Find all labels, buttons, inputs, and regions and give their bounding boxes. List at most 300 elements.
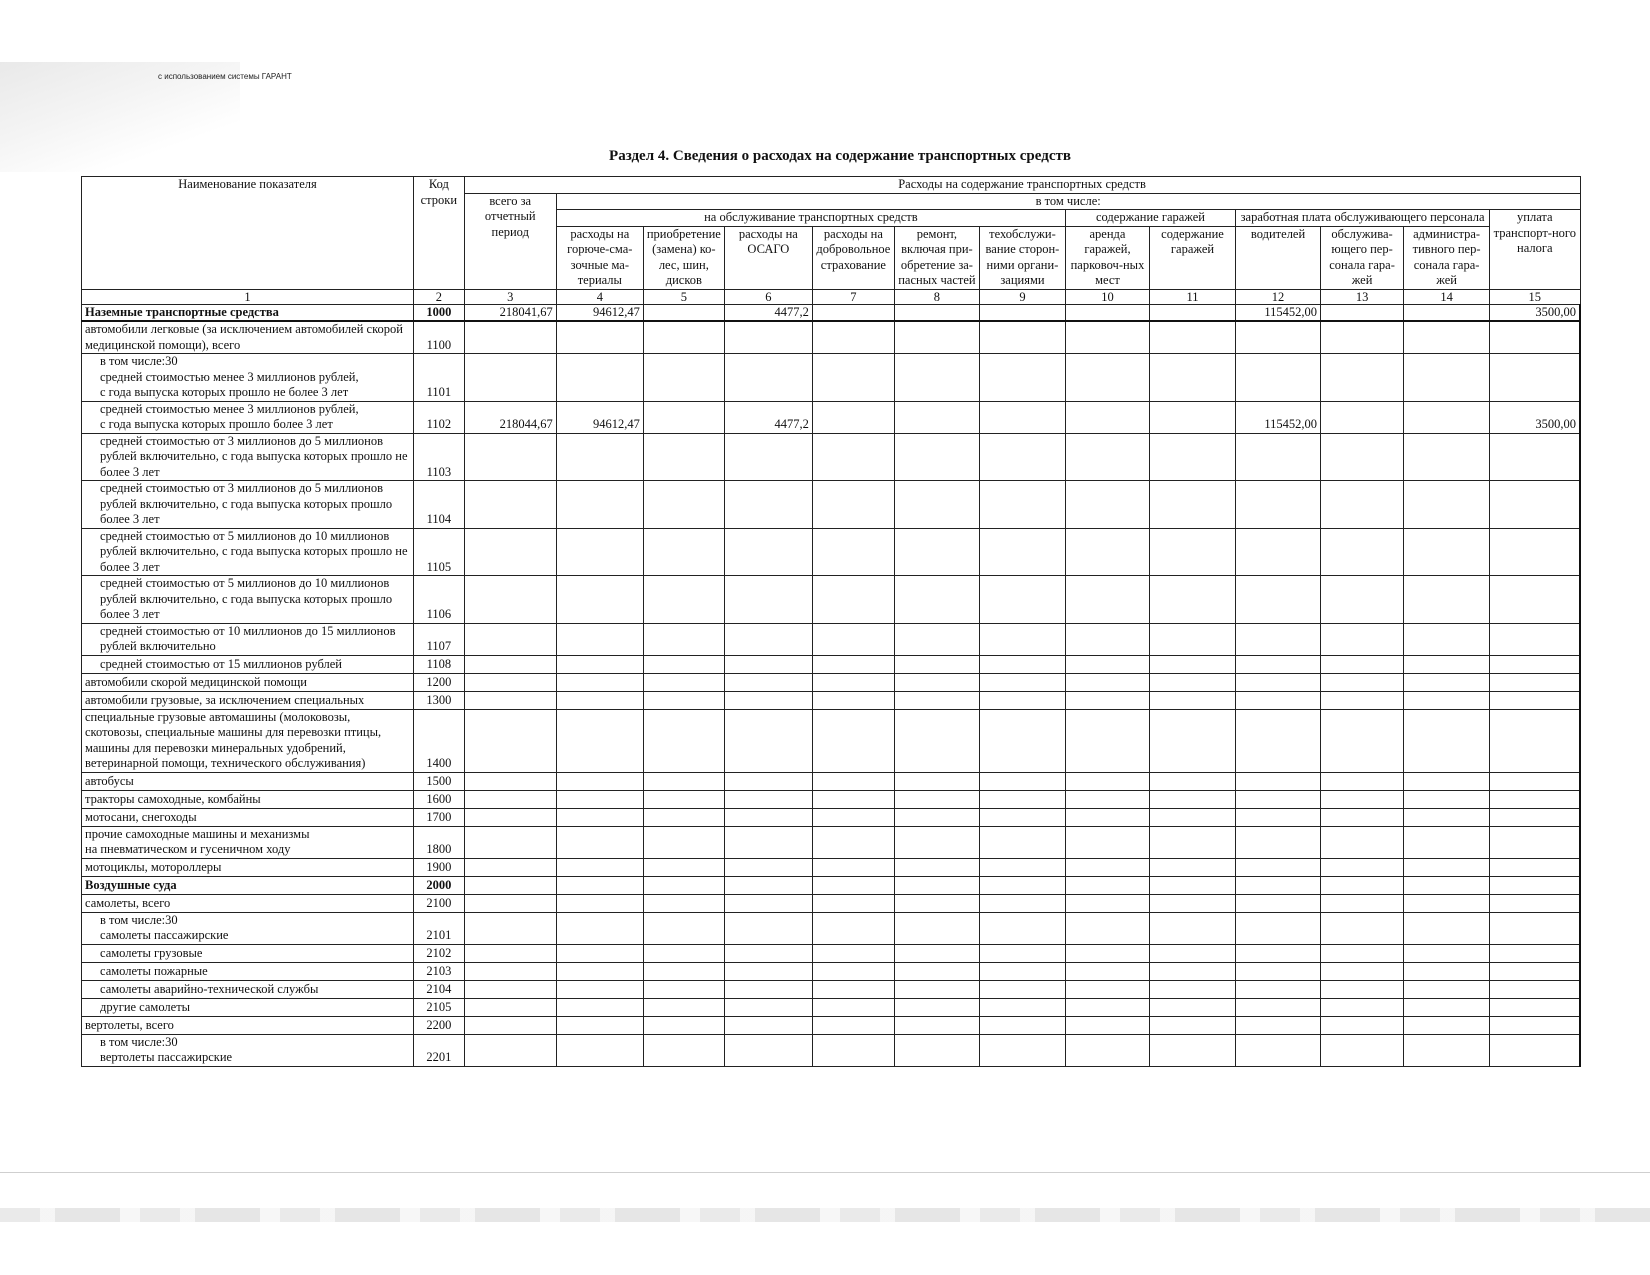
table-row [82,944,1581,962]
cell-garage-upkeep [1149,894,1235,912]
cell-drivers [1236,858,1321,876]
cell-service-staff [1321,1016,1404,1034]
row-code: 2201 [414,1034,465,1066]
cell-maintenance [979,912,1065,944]
cell-insurance [812,528,894,576]
cell-admin-staff [1404,858,1490,876]
cell-drivers [1236,433,1321,481]
cell-insurance [812,912,894,944]
row-code: 1500 [414,772,465,790]
cell-osago [724,858,812,876]
cell-total [464,826,556,858]
row-code: 1101 [414,354,465,402]
cell-insurance [812,944,894,962]
row-label: средней стоимостью от 5 миллионов до 10 миллионов рублей включительно, с года выпуска которых прошло более 3 лет [82,576,414,624]
cell-insurance [812,998,894,1016]
cell-garage-upkeep [1149,401,1235,433]
cell-repair [894,401,979,433]
cell-total [464,790,556,808]
cell-admin-staff [1404,944,1490,962]
cell-maintenance [979,528,1065,576]
table-row [82,354,1581,402]
cell-drivers [1236,876,1321,894]
cell-drivers [1236,894,1321,912]
cell-osago [724,673,812,691]
cell-drivers [1236,354,1321,402]
cell-insurance [812,962,894,980]
cell-total [464,481,556,529]
column-number: 6 [724,289,812,304]
table-row [82,858,1581,876]
cell-admin-staff [1404,962,1490,980]
cell-drivers [1236,691,1321,709]
column-number: 7 [812,289,894,304]
cell-tax [1490,709,1580,772]
cell-drivers [1236,1034,1321,1066]
header-tax: уплата транспорт-ного налога [1490,210,1580,290]
table-row [82,433,1581,481]
header-name: Наименование показателя [82,177,414,290]
cell-admin-staff [1404,673,1490,691]
table-row [82,691,1581,709]
cell-tax [1490,998,1580,1016]
row-label: мотоциклы, мотороллеры [82,858,414,876]
cell-insurance [812,808,894,826]
cell-fuel [556,433,643,481]
cell-total [464,944,556,962]
row-code: 1104 [414,481,465,529]
row-code: 2200 [414,1016,465,1034]
cell-tires [643,481,724,529]
cell-maintenance [979,304,1065,321]
cell-maintenance [979,1034,1065,1066]
column-number: 9 [979,289,1065,304]
cell-tires [643,980,724,998]
cell-repair [894,980,979,998]
cell-insurance [812,1016,894,1034]
cell-garage-upkeep [1149,673,1235,691]
cell-tax: 3500,00 [1490,304,1580,321]
cell-insurance [812,876,894,894]
cell-maintenance [979,354,1065,402]
cell-garage-upkeep [1149,962,1235,980]
cell-tires [643,998,724,1016]
cell-tax [1490,980,1580,998]
cell-tires [643,1034,724,1066]
cell-rent [1065,576,1149,624]
cell-service-staff [1321,576,1404,624]
row-code: 1300 [414,691,465,709]
cell-admin-staff [1404,826,1490,858]
cell-admin-staff [1404,980,1490,998]
column-number: 3 [464,289,556,304]
cell-service-staff [1321,709,1404,772]
cell-tires [643,433,724,481]
cell-total [464,980,556,998]
cell-maintenance [979,944,1065,962]
cell-osago [724,433,812,481]
cell-repair [894,826,979,858]
row-code: 1600 [414,790,465,808]
cell-repair [894,433,979,481]
cell-drivers [1236,826,1321,858]
cell-total [464,912,556,944]
cell-tax [1490,772,1580,790]
cell-osago: 4477,2 [724,401,812,433]
cell-admin-staff [1404,528,1490,576]
cell-osago [724,691,812,709]
cell-maintenance [979,826,1065,858]
column-numbers-row [82,289,1581,304]
cell-repair [894,876,979,894]
header-group-salary: заработная плата обслуживающего персонала [1236,210,1490,227]
table-row [82,912,1581,944]
header-code: Код строки [414,177,465,290]
column-number: 14 [1404,289,1490,304]
row-label: тракторы самоходные, комбайны [82,790,414,808]
table-row [82,1016,1581,1034]
header-drivers: водителей [1236,226,1321,289]
cell-rent [1065,1016,1149,1034]
cell-garage-upkeep [1149,912,1235,944]
cell-tires [643,623,724,655]
cell-service-staff [1321,962,1404,980]
cell-maintenance [979,623,1065,655]
header-repair: ремонт, включая при-обретение за-пасных частей [894,226,979,289]
header-fuel: расходы на горюче-сма-зочные ма-териалы [556,226,643,289]
cell-fuel [556,655,643,673]
scan-edge-band [0,1208,1650,1222]
cell-osago [724,528,812,576]
table-row [82,321,1581,354]
cell-tires [643,912,724,944]
cell-repair [894,808,979,826]
cell-garage-upkeep [1149,808,1235,826]
cell-drivers [1236,481,1321,529]
header-admin-staff: администра-тивного пер-сонала гара-жей [1404,226,1490,289]
cell-maintenance [979,998,1065,1016]
cell-drivers: 115452,00 [1236,401,1321,433]
cell-osago [724,1034,812,1066]
table-row [82,998,1581,1016]
table-row [82,980,1581,998]
row-label: вертолеты, всего [82,1016,414,1034]
cell-rent [1065,691,1149,709]
row-code: 2102 [414,944,465,962]
cell-service-staff [1321,808,1404,826]
header-expenses: Расходы на содержание транспортных средств [464,177,1580,194]
cell-drivers [1236,912,1321,944]
cell-service-staff [1321,944,1404,962]
cell-repair [894,481,979,529]
cell-insurance [812,1034,894,1066]
row-code: 2000 [414,876,465,894]
row-code: 1800 [414,826,465,858]
row-label: в том числе:30 средней стоимостью менее 3 миллионов рублей, с года выпуска которых прошло не более 3 лет [82,354,414,402]
table-row [82,772,1581,790]
cell-maintenance [979,962,1065,980]
cell-insurance [812,655,894,673]
cell-garage-upkeep [1149,826,1235,858]
cell-tires [643,876,724,894]
cell-rent [1065,623,1149,655]
cell-insurance [812,401,894,433]
row-label: самолеты, всего [82,894,414,912]
cell-tax [1490,962,1580,980]
row-code: 2101 [414,912,465,944]
cell-maintenance [979,433,1065,481]
table-row [82,1034,1581,1066]
cell-tax [1490,433,1580,481]
cell-tires [643,321,724,354]
cell-service-staff [1321,691,1404,709]
row-label: другие самолеты [82,998,414,1016]
cell-insurance [812,481,894,529]
cell-service-staff [1321,673,1404,691]
table-row [82,528,1581,576]
cell-maintenance [979,655,1065,673]
cell-repair [894,354,979,402]
row-label: автомобили грузовые, за исключением специальных [82,691,414,709]
cell-admin-staff [1404,481,1490,529]
cell-service-staff [1321,998,1404,1016]
cell-rent [1065,826,1149,858]
cell-insurance [812,354,894,402]
cell-garage-upkeep [1149,691,1235,709]
cell-drivers [1236,998,1321,1016]
column-number: 10 [1065,289,1149,304]
cell-admin-staff [1404,998,1490,1016]
cell-fuel [556,1016,643,1034]
cell-service-staff [1321,894,1404,912]
cell-total [464,894,556,912]
cell-insurance [812,858,894,876]
cell-maintenance [979,790,1065,808]
cell-osago [724,790,812,808]
cell-fuel [556,691,643,709]
cell-garage-upkeep [1149,321,1235,354]
cell-total: 218044,67 [464,401,556,433]
cell-service-staff [1321,858,1404,876]
cell-tax: 3500,00 [1490,401,1580,433]
cell-maintenance [979,673,1065,691]
cell-maintenance [979,1016,1065,1034]
header-tires: приобретение (замена) ко-лес, шин, дисков [643,226,724,289]
cell-fuel [556,673,643,691]
cell-service-staff [1321,772,1404,790]
cell-repair [894,304,979,321]
header-group-service: на обслуживание транспортных средств [556,210,1065,227]
cell-repair [894,623,979,655]
cell-rent [1065,481,1149,529]
row-label: Наземные транспортные средства [82,304,414,321]
row-code: 1107 [414,623,465,655]
cell-repair [894,998,979,1016]
cell-tax [1490,354,1580,402]
column-number: 13 [1321,289,1404,304]
cell-total: 218041,67 [464,304,556,321]
column-number: 2 [414,289,465,304]
cell-fuel: 94612,47 [556,304,643,321]
cell-insurance [812,304,894,321]
cell-maintenance [979,321,1065,354]
row-code: 1105 [414,528,465,576]
cell-repair [894,772,979,790]
cell-tax [1490,481,1580,529]
cell-tax [1490,321,1580,354]
cell-insurance [812,826,894,858]
garant-note: с использованием системы ГАРАНТ [158,72,292,81]
cell-garage-upkeep [1149,481,1235,529]
row-label: мотосани, снегоходы [82,808,414,826]
cell-drivers [1236,944,1321,962]
cell-osago [724,962,812,980]
cell-rent [1065,980,1149,998]
cell-maintenance [979,691,1065,709]
cell-osago [724,998,812,1016]
cell-admin-staff [1404,772,1490,790]
cell-rent [1065,894,1149,912]
cell-tax [1490,528,1580,576]
cell-osago [724,826,812,858]
cell-total [464,1034,556,1066]
cell-repair [894,858,979,876]
cell-fuel [556,998,643,1016]
cell-drivers [1236,623,1321,655]
row-label: самолеты пожарные [82,962,414,980]
row-label: самолеты грузовые [82,944,414,962]
header-rent: аренда гаражей, парковоч-ных мест [1065,226,1149,289]
cell-insurance [812,321,894,354]
cell-admin-staff [1404,576,1490,624]
cell-admin-staff [1404,354,1490,402]
cell-osago [724,772,812,790]
cell-total [464,576,556,624]
cell-drivers [1236,772,1321,790]
row-label: средней стоимостью от 10 миллионов до 15 миллионов рублей включительно [82,623,414,655]
header-garage-upkeep: содержание гаражей [1149,226,1235,289]
row-label: средней стоимостью от 15 миллионов рублей [82,655,414,673]
row-label: средней стоимостью от 3 миллионов до 5 миллионов рублей включительно, с года выпуска которых прошло более 3 лет [82,481,414,529]
cell-fuel [556,858,643,876]
cell-repair [894,709,979,772]
cell-insurance [812,709,894,772]
cell-fuel [556,709,643,772]
cell-fuel: 94612,47 [556,401,643,433]
cell-repair [894,673,979,691]
table-row [82,826,1581,858]
table-row [82,304,1581,321]
cell-tax [1490,673,1580,691]
header-total: всего за отчетный период [464,193,556,289]
cell-tires [643,691,724,709]
row-label: в том числе:30 самолеты пассажирские [82,912,414,944]
table-row [82,709,1581,772]
cell-repair [894,655,979,673]
header-osago: расходы на ОСАГО [724,226,812,289]
cell-fuel [556,481,643,529]
cell-tires [643,576,724,624]
header-maintenance: техобслужи-вание сторон-ними органи-зациями [979,226,1065,289]
cell-drivers [1236,673,1321,691]
cell-rent [1065,912,1149,944]
cell-insurance [812,772,894,790]
cell-admin-staff [1404,433,1490,481]
cell-tires [643,673,724,691]
cell-total [464,998,556,1016]
cell-service-staff [1321,790,1404,808]
cell-tires [643,655,724,673]
cell-tax [1490,1016,1580,1034]
cell-repair [894,912,979,944]
cell-total [464,528,556,576]
cell-total [464,321,556,354]
cell-total [464,876,556,894]
column-number: 12 [1236,289,1321,304]
cell-fuel [556,944,643,962]
cell-rent [1065,808,1149,826]
cell-service-staff [1321,655,1404,673]
cell-tax [1490,858,1580,876]
cell-rent [1065,962,1149,980]
row-code: 2104 [414,980,465,998]
table-row [82,808,1581,826]
cell-rent [1065,354,1149,402]
cell-osago [724,576,812,624]
cell-service-staff [1321,354,1404,402]
cell-insurance [812,433,894,481]
cell-insurance [812,790,894,808]
cell-rent [1065,528,1149,576]
cell-maintenance [979,894,1065,912]
row-label: специальные грузовые автомашины (молоковозы, скотовозы, специальные машины для перевозки птицы, машины для перевозки минеральных удобрений, ветеринарной помощи, технического обслуживания) [82,709,414,772]
row-label: в том числе:30 вертолеты пассажирские [82,1034,414,1066]
cell-drivers [1236,980,1321,998]
cell-garage-upkeep [1149,1016,1235,1034]
cell-service-staff [1321,304,1404,321]
column-number: 5 [643,289,724,304]
table-row [82,876,1581,894]
cell-rent [1065,401,1149,433]
cell-maintenance [979,808,1065,826]
cell-garage-upkeep [1149,528,1235,576]
table-row [82,894,1581,912]
cell-repair [894,576,979,624]
row-code: 2105 [414,998,465,1016]
cell-fuel [556,623,643,655]
row-label: Воздушные суда [82,876,414,894]
cell-rent [1065,673,1149,691]
cell-tax [1490,790,1580,808]
cell-service-staff [1321,528,1404,576]
cell-drivers [1236,790,1321,808]
row-label: средней стоимостью от 5 миллионов до 10 миллионов рублей включительно, с года выпуска которых прошло не более 3 лет [82,528,414,576]
table-row [82,576,1581,624]
cell-tax [1490,1034,1580,1066]
cell-tax [1490,876,1580,894]
cell-osago [724,944,812,962]
cell-admin-staff [1404,1016,1490,1034]
table-row [82,673,1581,691]
cell-admin-staff [1404,876,1490,894]
cell-admin-staff [1404,1034,1490,1066]
cell-tires [643,354,724,402]
page-bottom-rule [0,1172,1650,1173]
row-code: 1102 [414,401,465,433]
table-row [82,790,1581,808]
cell-admin-staff [1404,401,1490,433]
cell-maintenance [979,772,1065,790]
